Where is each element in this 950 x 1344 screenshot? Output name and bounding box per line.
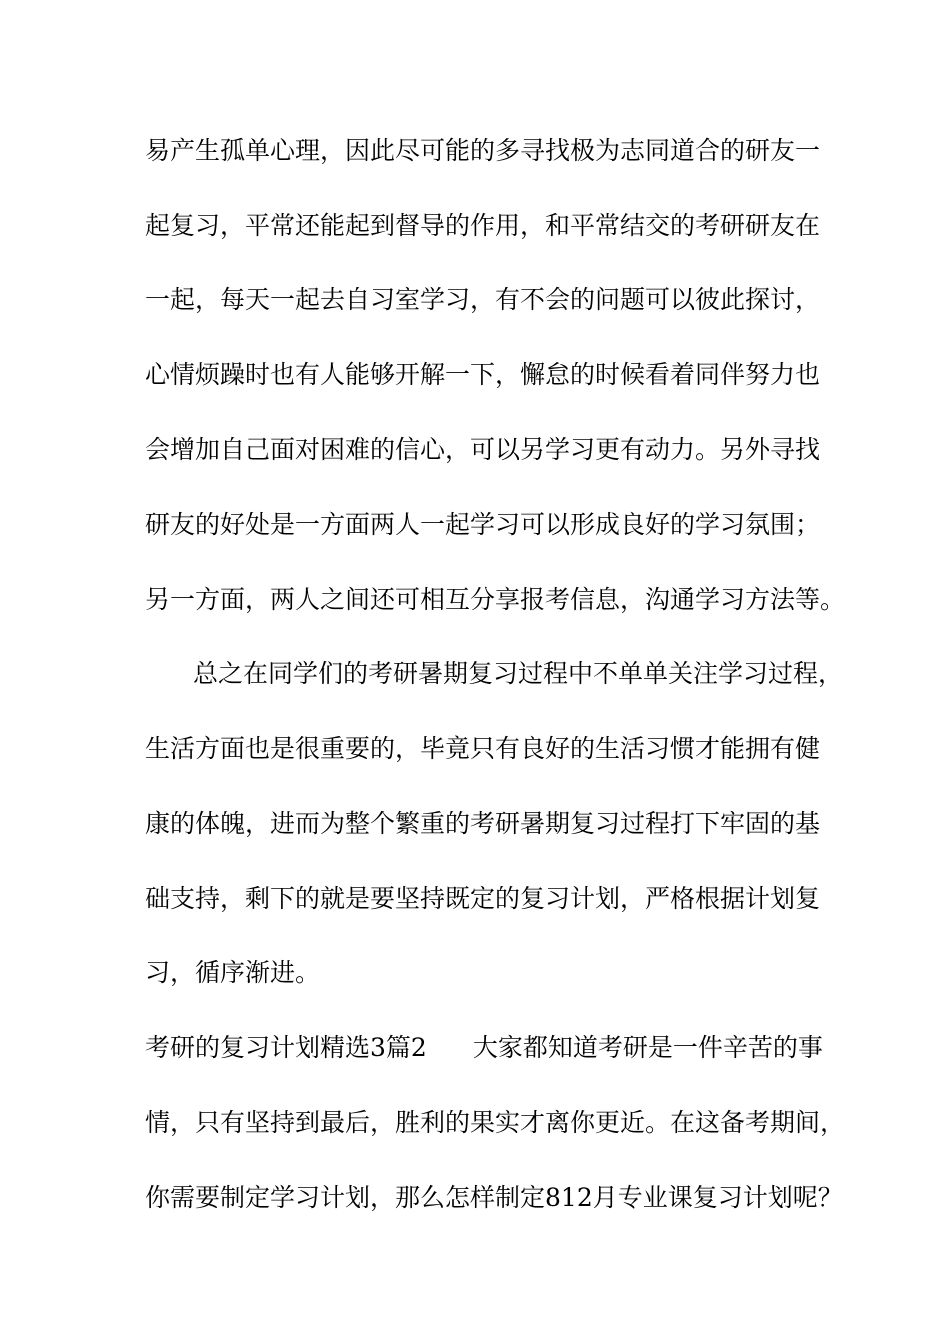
text-line: 生活方面也是很重要的，毕竟只有良好的生活习惯才能拥有健 <box>145 734 821 763</box>
text-line: 心情烦躁时也有人能够开解一下，懈怠的时候看着同伴努力也 <box>145 360 821 389</box>
text-line: 习，循序渐进。 <box>145 958 321 987</box>
text-line: 你需要制定学习计划，那么怎样制定812月专业课复习计划呢？ <box>145 1183 843 1212</box>
text-line: 一起，每天一起去自习室学习，有不会的问题可以彼此探讨， <box>145 285 821 314</box>
text-line: 另一方面，两人之间还可相互分享报考信息，沟通学习方法等。 <box>145 585 846 614</box>
section-heading: 考研的复习计划精选3篇2 <box>145 1033 427 1062</box>
text-line: 大家都知道考研是一件辛苦的事 <box>472 1033 823 1062</box>
text-line: 会增加自己面对困难的信心，可以另学习更有动力。另外寻找 <box>145 435 821 464</box>
text-line: 情，只有坚持到最后，胜利的果实才离你更近。在这备考期间， <box>145 1108 846 1137</box>
text-line: 易产生孤单心理，因此尽可能的多寻找极为志同道合的研友一 <box>145 136 821 165</box>
text-line: 康的体魄，进而为整个繁重的考研暑期复习过程打下牢固的基 <box>145 809 821 838</box>
text-line: 起复习，平常还能起到督导的作用，和平常结交的考研研友在 <box>145 211 821 240</box>
text-line: 总之在同学们的考研暑期复习过程中不单单关注学习过程， <box>193 659 844 688</box>
heading-line <box>145 1032 845 1064</box>
text-line: 础支持，剩下的就是要坚持既定的复习计划，严格根据计划复 <box>145 884 821 913</box>
text-line: 研友的好处是一方面两人一起学习可以形成良好的学习氛围； <box>145 510 821 539</box>
